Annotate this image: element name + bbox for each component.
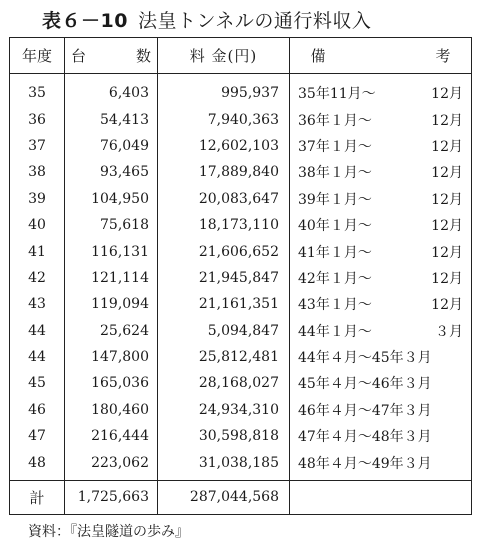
header-remarks: 備 考: [290, 38, 472, 74]
remarks-period-end: 12月: [431, 270, 463, 287]
table-row: [10, 106, 472, 132]
remarks-period-start: 35年11月～: [298, 86, 376, 103]
cell-year: 46: [10, 397, 65, 423]
remarks-period-start: 43年１月～: [298, 297, 372, 314]
header-year: 年度: [10, 38, 65, 74]
remarks-period-start: 45年４月～46年３月: [298, 376, 432, 393]
cell-remarks: [290, 159, 472, 185]
cell-fee: 25,812,481: [158, 344, 290, 370]
remarks-period-end: 12月: [431, 218, 463, 235]
table-header-row: [10, 38, 472, 74]
cell-remarks: [290, 423, 472, 449]
cell-fee: 17,889,840: [158, 159, 290, 185]
cell-fee: 7,940,363: [158, 106, 290, 132]
cell-fee: 28,168,027: [158, 370, 290, 396]
remarks-period-end: 12月: [431, 86, 463, 103]
cell-year: 43: [10, 291, 65, 317]
remarks-period-start: 37年１月～: [298, 138, 372, 155]
table-row: [10, 133, 472, 159]
cell-fee: 5,094,847: [158, 318, 290, 344]
table-row: [10, 74, 472, 107]
header-units: 台 数: [65, 38, 158, 74]
remarks-period-end: 12月: [431, 112, 463, 129]
table-body: [10, 74, 472, 481]
remarks-period-end: 12月: [431, 191, 463, 208]
cell-year: 48: [10, 449, 65, 480]
cell-year: 39: [10, 186, 65, 212]
cell-remarks: [290, 212, 472, 238]
table-row: [10, 265, 472, 291]
table-number: 表６－10: [42, 10, 128, 32]
cell-remarks: [290, 74, 472, 107]
remarks-period-end: 12月: [431, 244, 463, 261]
remarks-period-start: 39年１月～: [298, 191, 372, 208]
cell-remarks: [290, 370, 472, 396]
cell-units: 54,413: [65, 106, 158, 132]
cell-year: 40: [10, 212, 65, 238]
cell-remarks: [290, 344, 472, 370]
cell-year: 37: [10, 133, 65, 159]
cell-fee: 12,602,103: [158, 133, 290, 159]
table-row: [10, 344, 472, 370]
cell-fee: 30,598,818: [158, 423, 290, 449]
remarks-period-end: ３月: [435, 323, 463, 340]
cell-year: 45: [10, 370, 65, 396]
cell-units: 180,460: [65, 397, 158, 423]
cell-fee: 18,173,110: [158, 212, 290, 238]
header-fee: 料 金(円): [158, 38, 290, 74]
remarks-period-start: 41年１月～: [298, 244, 372, 261]
remarks-period-start: 42年１月～: [298, 270, 372, 287]
remarks-period-end: 12月: [431, 297, 463, 314]
cell-remarks: [290, 265, 472, 291]
table-title-text: 法皇トンネルの通行料収入: [137, 10, 372, 32]
remarks-period-start: 44年１月～: [298, 323, 372, 340]
remarks-period-start: 48年４月～49年３月: [298, 455, 432, 472]
remarks-period-end: 12月: [431, 165, 463, 182]
cell-units: 93,465: [65, 159, 158, 185]
cell-units: 116,131: [65, 238, 158, 264]
cell-units: 25,624: [65, 318, 158, 344]
source-note: 資料：『法皇隧道の歩み』: [28, 524, 189, 540]
cell-fee: 31,038,185: [158, 449, 290, 480]
table-row: [10, 291, 472, 317]
cell-remarks: [290, 449, 472, 480]
cell-fee: 20,083,647: [158, 186, 290, 212]
cell-fee: 995,937: [158, 74, 290, 107]
remarks-period-start: 38年１月～: [298, 165, 372, 182]
total-fee: 287,044,568: [158, 480, 290, 514]
cell-remarks: [290, 397, 472, 423]
cell-remarks: [290, 106, 472, 132]
cell-fee: 24,934,310: [158, 397, 290, 423]
cell-units: 6,403: [65, 74, 158, 107]
cell-remarks: [290, 291, 472, 317]
cell-units: 104,950: [65, 186, 158, 212]
table-row: [10, 159, 472, 185]
cell-fee: 21,161,351: [158, 291, 290, 317]
cell-units: 165,036: [65, 370, 158, 396]
cell-units: 75,618: [65, 212, 158, 238]
remarks-period-start: 40年１月～: [298, 218, 372, 235]
total-remarks: [290, 480, 472, 514]
table-row: [10, 238, 472, 264]
table-row: [10, 370, 472, 396]
cell-year: 44: [10, 318, 65, 344]
cell-remarks: [290, 186, 472, 212]
cell-year: 41: [10, 238, 65, 264]
total-units: 1,725,663: [65, 480, 158, 514]
table-row: [10, 397, 472, 423]
cell-year: 42: [10, 265, 65, 291]
cell-year: 35: [10, 74, 65, 107]
cell-remarks: [290, 318, 472, 344]
remarks-period-start: 46年４月～47年３月: [298, 402, 432, 419]
cell-year: 44: [10, 344, 65, 370]
cell-units: 216,444: [65, 423, 158, 449]
cell-fee: 21,945,847: [158, 265, 290, 291]
cell-year: 36: [10, 106, 65, 132]
cell-units: 223,062: [65, 449, 158, 480]
remarks-period-start: 44年４月～45年３月: [298, 350, 432, 367]
total-label: 計: [10, 480, 65, 514]
cell-year: 47: [10, 423, 65, 449]
table-row: [10, 318, 472, 344]
cell-units: 119,094: [65, 291, 158, 317]
table-title: [42, 6, 371, 33]
table-row: [10, 186, 472, 212]
table-row: [10, 212, 472, 238]
cell-year: 38: [10, 159, 65, 185]
cell-remarks: [290, 133, 472, 159]
table-row: [10, 423, 472, 449]
table-row: [10, 449, 472, 480]
total-row: [10, 480, 472, 514]
remarks-period-end: 12月: [431, 138, 463, 155]
cell-units: 76,049: [65, 133, 158, 159]
remarks-period-start: 36年１月～: [298, 112, 372, 129]
cell-units: 147,800: [65, 344, 158, 370]
cell-fee: 21,606,652: [158, 238, 290, 264]
remarks-period-start: 47年４月～48年３月: [298, 429, 432, 446]
cell-units: 121,114: [65, 265, 158, 291]
toll-revenue-table: [9, 37, 472, 515]
cell-remarks: [290, 238, 472, 264]
